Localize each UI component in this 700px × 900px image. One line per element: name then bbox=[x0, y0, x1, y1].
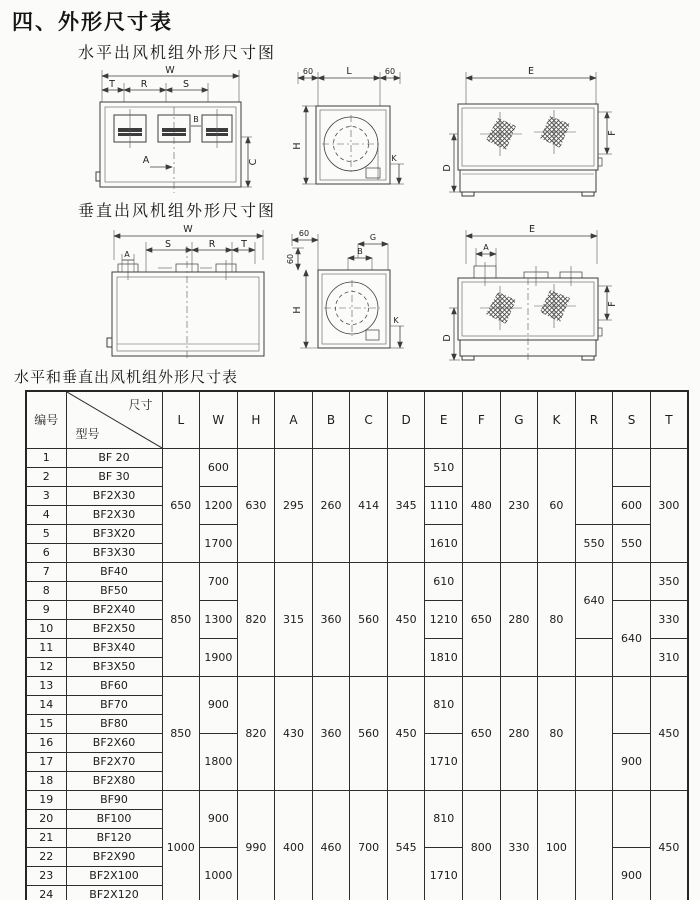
cell-A: 430 bbox=[275, 677, 313, 791]
col-header-L: L bbox=[162, 391, 200, 449]
cell-T: 330 bbox=[650, 601, 688, 639]
dim-label-c: C bbox=[248, 158, 259, 166]
cell-number: 22 bbox=[26, 848, 66, 867]
cell-W: 1000 bbox=[200, 848, 238, 900]
cell-number: 7 bbox=[26, 563, 66, 582]
cell-W: 1800 bbox=[200, 734, 238, 791]
cell-model: BF40 bbox=[66, 563, 162, 582]
vertical-front-view-drawing bbox=[100, 220, 275, 362]
cell-model: BF100 bbox=[66, 810, 162, 829]
cell-F: 800 bbox=[463, 791, 501, 900]
cell-model: BF80 bbox=[66, 715, 162, 734]
cell-L: 1000 bbox=[162, 791, 200, 900]
col-header-S: S bbox=[613, 391, 651, 449]
cell-number: 15 bbox=[26, 715, 66, 734]
dim-label-f: F bbox=[607, 301, 618, 307]
col-header-H: H bbox=[237, 391, 275, 449]
dim-label-w: W bbox=[165, 65, 175, 76]
cell-model: BF2X120 bbox=[66, 886, 162, 900]
dim-label-r: R bbox=[140, 79, 148, 90]
cell-W: 1300 bbox=[200, 601, 238, 639]
cell-number: 2 bbox=[26, 468, 66, 487]
dim-label-60-left: 60 bbox=[286, 253, 295, 265]
cell-E: 1610 bbox=[425, 525, 463, 563]
cell-W: 1700 bbox=[200, 525, 238, 563]
cell-model: BF3X40 bbox=[66, 639, 162, 658]
cell-number: 20 bbox=[26, 810, 66, 829]
cell-S bbox=[613, 791, 651, 848]
cell-B: 260 bbox=[312, 449, 350, 563]
cell-G: 330 bbox=[500, 791, 538, 900]
cell-B: 360 bbox=[312, 563, 350, 677]
dim-label-a: A bbox=[124, 250, 130, 259]
table-body bbox=[26, 449, 688, 900]
cell-number: 18 bbox=[26, 772, 66, 791]
cell-S bbox=[613, 449, 651, 487]
cell-B: 360 bbox=[312, 677, 350, 791]
cell-number: 6 bbox=[26, 544, 66, 563]
dim-label-f: F bbox=[607, 130, 618, 136]
dim-label-t: T bbox=[241, 239, 247, 250]
cell-model: BF3X50 bbox=[66, 658, 162, 677]
col-header-W: W bbox=[200, 391, 238, 449]
cell-A: 295 bbox=[275, 449, 313, 563]
table-row bbox=[26, 677, 688, 696]
dim-label-g: G bbox=[369, 233, 377, 242]
cell-L: 650 bbox=[162, 449, 200, 563]
horizontal-side-view-drawing bbox=[280, 62, 415, 196]
cell-G: 280 bbox=[500, 677, 538, 791]
cell-number: 24 bbox=[26, 886, 66, 900]
cell-K: 80 bbox=[538, 677, 576, 791]
cell-W: 600 bbox=[200, 449, 238, 487]
cell-R bbox=[575, 639, 613, 677]
cell-T: 450 bbox=[650, 791, 688, 900]
dim-label-r: R bbox=[208, 239, 216, 250]
cell-W: 900 bbox=[200, 791, 238, 848]
cell-H: 820 bbox=[237, 563, 275, 677]
cell-model: BF2X50 bbox=[66, 620, 162, 639]
cell-C: 700 bbox=[350, 791, 388, 900]
dim-label-e: E bbox=[528, 224, 536, 235]
horizontal-rear-view-drawing bbox=[442, 62, 618, 200]
cell-K: 80 bbox=[538, 563, 576, 677]
cell-E: 810 bbox=[425, 677, 463, 734]
cell-W: 700 bbox=[200, 563, 238, 601]
cell-E: 1710 bbox=[425, 734, 463, 791]
cell-model: BF120 bbox=[66, 829, 162, 848]
subtitle-vertical: 垂直出风机组外形尺寸图 bbox=[78, 201, 277, 220]
cell-D: 450 bbox=[387, 563, 425, 677]
cell-S: 600 bbox=[613, 487, 651, 525]
cell-T: 350 bbox=[650, 563, 688, 601]
cell-model: BF2X30 bbox=[66, 487, 162, 506]
corner-label-size: 尺寸 bbox=[128, 398, 153, 412]
cell-F: 650 bbox=[463, 563, 501, 677]
cell-W: 1200 bbox=[200, 487, 238, 525]
cell-H: 630 bbox=[237, 449, 275, 563]
table-row bbox=[26, 563, 688, 582]
cell-L: 850 bbox=[162, 563, 200, 677]
dim-label-h: H bbox=[292, 142, 303, 150]
cell-number: 3 bbox=[26, 487, 66, 506]
dim-label-b: B bbox=[357, 247, 363, 256]
cell-H: 990 bbox=[237, 791, 275, 900]
page-title: 四、外形尺寸表 bbox=[12, 10, 173, 34]
cell-model: BF 30 bbox=[66, 468, 162, 487]
cell-model: BF50 bbox=[66, 582, 162, 601]
cell-model: BF2X40 bbox=[66, 601, 162, 620]
cell-number: 5 bbox=[26, 525, 66, 544]
cell-model: BF2X90 bbox=[66, 848, 162, 867]
cell-number: 17 bbox=[26, 753, 66, 772]
cell-B: 460 bbox=[312, 791, 350, 900]
table-header-row bbox=[26, 391, 688, 449]
cell-C: 560 bbox=[350, 563, 388, 677]
table-row bbox=[26, 791, 688, 810]
cell-T: 310 bbox=[650, 639, 688, 677]
dim-label-b: B bbox=[193, 115, 199, 124]
cell-number: 9 bbox=[26, 601, 66, 620]
cell-model: BF 20 bbox=[66, 449, 162, 468]
col-header-D: D bbox=[387, 391, 425, 449]
dim-label-s: S bbox=[164, 239, 172, 250]
cell-S: 550 bbox=[613, 525, 651, 563]
cell-number: 11 bbox=[26, 639, 66, 658]
cell-S bbox=[613, 677, 651, 734]
cell-E: 1710 bbox=[425, 848, 463, 900]
col-header-A: A bbox=[275, 391, 313, 449]
corner-label-model: 型号 bbox=[75, 427, 100, 442]
cell-E: 610 bbox=[425, 563, 463, 601]
cell-model: BF60 bbox=[66, 677, 162, 696]
cell-number: 16 bbox=[26, 734, 66, 753]
dim-label-t: T bbox=[109, 79, 115, 90]
cell-K: 100 bbox=[538, 791, 576, 900]
cell-G: 230 bbox=[500, 449, 538, 563]
col-header-F: F bbox=[463, 391, 501, 449]
cell-W: 900 bbox=[200, 677, 238, 734]
dim-label-e: E bbox=[527, 66, 535, 77]
col-header-number: 编号 bbox=[26, 391, 66, 449]
cell-S: 900 bbox=[613, 734, 651, 791]
cell-H: 820 bbox=[237, 677, 275, 791]
col-header-T: T bbox=[650, 391, 688, 449]
vertical-side-view-drawing bbox=[284, 220, 424, 362]
cell-T: 300 bbox=[650, 449, 688, 563]
cell-S: 640 bbox=[613, 601, 651, 677]
cell-model: BF2X60 bbox=[66, 734, 162, 753]
cell-L: 850 bbox=[162, 677, 200, 791]
dim-label-60-top: 60 bbox=[298, 229, 310, 238]
dim-label-s: S bbox=[182, 79, 190, 90]
col-header-C: C bbox=[350, 391, 388, 449]
corner-header-cell bbox=[66, 391, 162, 449]
cell-E: 1810 bbox=[425, 639, 463, 677]
cell-number: 21 bbox=[26, 829, 66, 848]
cell-model: BF2X30 bbox=[66, 506, 162, 525]
cell-E: 510 bbox=[425, 449, 463, 487]
dim-label-d: D bbox=[442, 334, 453, 342]
cell-number: 19 bbox=[26, 791, 66, 810]
dim-label-k: K bbox=[391, 154, 397, 163]
cell-C: 560 bbox=[350, 677, 388, 791]
dim-label-l: L bbox=[346, 66, 352, 77]
cell-C: 414 bbox=[350, 449, 388, 563]
col-header-G: G bbox=[500, 391, 538, 449]
cell-D: 345 bbox=[387, 449, 425, 563]
dim-label-d: D bbox=[442, 164, 453, 172]
cell-R: 550 bbox=[575, 525, 613, 563]
dim-label-60-right: 60 bbox=[384, 67, 396, 76]
cell-R bbox=[575, 677, 613, 791]
vertical-rear-view-drawing bbox=[442, 220, 618, 365]
cell-W: 1900 bbox=[200, 639, 238, 677]
cell-K: 60 bbox=[538, 449, 576, 563]
subtitle-horizontal: 水平出风机组外形尺寸图 bbox=[78, 43, 277, 62]
cell-model: BF90 bbox=[66, 791, 162, 810]
cell-model: BF2X100 bbox=[66, 867, 162, 886]
cell-A: 315 bbox=[275, 563, 313, 677]
cell-D: 450 bbox=[387, 677, 425, 791]
cell-model: BF3X30 bbox=[66, 544, 162, 563]
cell-R bbox=[575, 791, 613, 900]
cell-number: 4 bbox=[26, 506, 66, 525]
cell-E: 1210 bbox=[425, 601, 463, 639]
cell-model: BF3X20 bbox=[66, 525, 162, 544]
cell-F: 650 bbox=[463, 677, 501, 791]
dim-label-a: A bbox=[483, 243, 489, 252]
horizontal-front-view-drawing bbox=[88, 62, 258, 196]
dim-label-k: K bbox=[393, 316, 399, 325]
cell-number: 10 bbox=[26, 620, 66, 639]
cell-number: 13 bbox=[26, 677, 66, 696]
col-header-B: B bbox=[312, 391, 350, 449]
cell-T: 450 bbox=[650, 677, 688, 791]
dim-label-a: A bbox=[142, 155, 150, 166]
cell-model: BF2X80 bbox=[66, 772, 162, 791]
cell-number: 12 bbox=[26, 658, 66, 677]
cell-model: BF2X70 bbox=[66, 753, 162, 772]
col-header-R: R bbox=[575, 391, 613, 449]
dim-label-60-left: 60 bbox=[302, 67, 314, 76]
cell-E: 810 bbox=[425, 791, 463, 848]
cell-number: 1 bbox=[26, 449, 66, 468]
cell-S: 900 bbox=[613, 848, 651, 900]
cell-model: BF70 bbox=[66, 696, 162, 715]
dim-label-w: W bbox=[183, 224, 193, 235]
cell-D: 545 bbox=[387, 791, 425, 900]
cell-E: 1110 bbox=[425, 487, 463, 525]
cell-R: 640 bbox=[575, 563, 613, 639]
cell-G: 280 bbox=[500, 563, 538, 677]
dimensions-table bbox=[25, 390, 689, 900]
cell-number: 14 bbox=[26, 696, 66, 715]
cell-F: 480 bbox=[463, 449, 501, 563]
table-row bbox=[26, 449, 688, 468]
dim-label-h: H bbox=[292, 306, 303, 314]
cell-number: 23 bbox=[26, 867, 66, 886]
cell-number: 8 bbox=[26, 582, 66, 601]
cell-A: 400 bbox=[275, 791, 313, 900]
cell-S bbox=[613, 563, 651, 601]
col-header-K: K bbox=[538, 391, 576, 449]
col-header-E: E bbox=[425, 391, 463, 449]
cell-R bbox=[575, 449, 613, 525]
table-title: 水平和垂直出风机组外形尺寸表 bbox=[14, 368, 239, 386]
